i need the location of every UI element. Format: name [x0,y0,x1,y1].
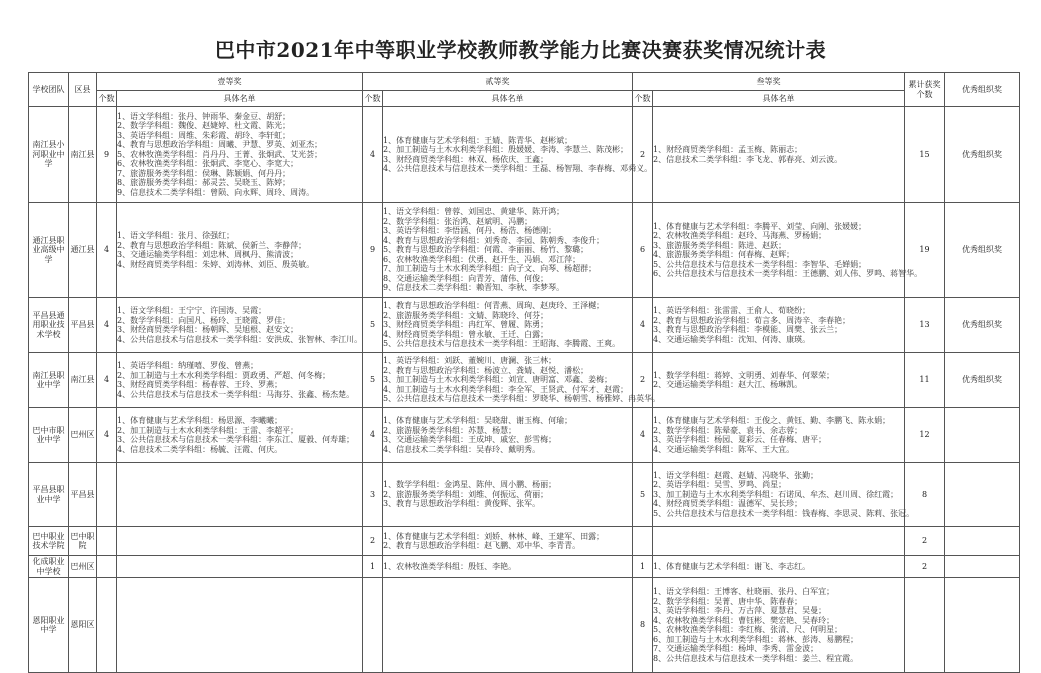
second-prize-list [383,556,633,578]
first-prize-list [117,408,363,463]
county-name: 南江县 [69,107,97,203]
second-prize-count: 1 [363,556,383,578]
third-prize-count: 8 [633,578,653,673]
second-prize-list [383,203,633,298]
first-prize-list [117,463,363,527]
list-item: 3、英语学科组：李悟涵、何丹、杨浩、杨德刚； [383,226,557,236]
list-item: 1、教育与思想政治学科组：何青燕、周珣、赵庚玲、王泽樾； [383,301,605,311]
table-row [29,463,1020,527]
county-name: 平昌县 [69,463,97,527]
list-item: 8、交通运输类学科组：向青芳、蒲伟、何俊； [383,273,549,283]
table-row [29,353,1020,408]
list-item: 3、旅游服务类学科组：陈进、赵跃； [653,240,787,250]
second-prize-count [363,578,383,673]
second-prize-list [383,578,633,673]
school-name: 通江县职业高级中学 [29,203,69,298]
header-third-count: 个数 [633,91,653,107]
list-item: 4、旅游服务类学科组：何春梅、赵辉； [653,250,795,259]
first-prize-list [117,556,363,578]
third-prize-list [653,353,905,408]
org-award [945,408,1020,463]
list-item: 3、加工制造与土木水利类学科组：石诺凤、牟杰、赵川周、徐红霞； [653,489,899,499]
table-row [29,298,1020,353]
list-item: 1、语文学科组：张月、徐强红； [117,231,235,240]
org-award: 优秀组织奖 [945,107,1020,203]
list-item: 4、公共信息技术与信息技术一类学科组：马海芬、张鑫、杨杰楚。 [117,389,355,399]
page-title: 巴中市2021年中等职业学校教师教学能力比赛决赛获奖情况统计表 [214,38,827,62]
list-item: 7、旅游服务类学科组：侯琳、陈颖娟、何丹丹； [117,168,291,178]
list-item: 1、数学学科组：金鸿星、陈仲、周小鹏、杨丽； [383,480,557,490]
list-item: 1、体育健康与艺术学科组：杨思源、李曦曦； [117,416,283,425]
list-item: 2、英语学科组：吴雪、罗鸣、尚星； [653,480,787,490]
third-prize-count: 2 [633,107,653,203]
list-item: 3、加工制造与土木水利类学科组：刘宣、唐明富、邓鑫、姜梅； [383,375,613,385]
list-item: 1、英语学科组：刘跃、董婉川、唐澜、张三林； [383,356,557,366]
list-item: 2、信息技术二类学科组：李飞龙、郭春亮、刘云波。 [653,154,843,164]
list-item: 8、公共信息技术与信息技术一类学科组：姜兰、程宜霞。 [653,653,859,663]
second-prize-list [383,298,633,353]
list-item: 3、交通运输类学科组：刘忠林、周枫丹、熊清波； [117,250,299,259]
table-row [29,527,1020,556]
list-item: 4、交通运输类学科组：沈知、何涛、康瑛。 [653,334,811,344]
list-item: 5、农林牧渔类学科组：李红梅、张清、尺、何明星； [653,625,843,634]
list-item: 1、语文学科组：曾蓉、刘国忠、黄建华、陈开鸿； [383,207,565,217]
list-item: 4、交通运输类学科组：陈军、王大宜。 [653,444,795,454]
list-item: 3、英语学科组：周维、朱彩霞、胡玲、李轩虹； [117,130,291,140]
first-prize-count [97,527,117,556]
school-name: 南江县职业中学 [29,353,69,408]
list-item: 1、体育健康与艺术学科组：王俊之、黄钰、勤、李鹏飞、陈永娟； [653,416,891,425]
list-item: 7、加工制造与土木水利类学科组：向子文、向琴、杨超群； [383,264,597,274]
org-award [945,527,1020,556]
award-table [28,72,1020,673]
list-item: 4、公共信息技术与信息技术一类学科组：安洪成、张智林、李江川。 [117,334,363,344]
list-item: 2、数学学科组：张治鸿、赵斌明、冯鹏； [383,216,533,226]
total-awards: 12 [905,408,945,463]
list-item: 1、英语学科组：张雷雷、王俞人、荀晓纷； [653,306,811,315]
second-prize-count: 4 [363,107,383,203]
total-awards: 2 [905,556,945,578]
table-row [29,203,1020,298]
list-item: 6、农林牧渔类学科组：伏勇、赵开生、冯娟、邓江萍； [383,254,581,264]
third-prize-count: 4 [633,408,653,463]
list-item: 2、加工制造与土木水利类学科组：贾政勇、严超、何冬梅； [117,370,331,380]
second-prize-list [383,463,633,527]
list-item: 6、农林牧渔类学科组：张炯武、李宽心、李宽大； [117,159,299,169]
list-item: 4、教育与思想政治学科组：刘秀奇、李园、陈朝秀、李俊升； [383,235,605,245]
list-item: 6、公共信息技术与信息技术一类学科组：王德鹏、刘人伟、罗鸣、蒋智华。 [653,269,923,278]
first-prize-list [117,578,363,673]
third-prize-list [653,107,905,203]
list-item: 3、财经商贸类学科组：冉红军、曾履、陈勇； [383,320,549,330]
first-prize-count: 4 [97,408,117,463]
list-item: 4、财经商贸类学科组：曾永敏、王迁、白露； [383,329,549,339]
list-item: 1、语文学科组：张丹、钟雨华、秦金豆、胡舒； [117,111,291,121]
school-name: 南江县小河职业中学 [29,107,69,203]
list-item: 2、旅游服务类学科组：苏慧、杨慧； [383,425,517,435]
list-item: 2、加工制造与土木水利类学科组：王雷、李超平； [117,425,299,435]
third-prize-count: 6 [633,203,653,298]
header-second-detail: 具体名单 [383,91,633,107]
first-prize-list [117,527,363,556]
header-team: 学校团队 [29,73,69,107]
list-item: 2、数学学科组：魏俊、赵婕婷、杜文霞、陈光； [117,121,291,131]
list-item: 3、英语学科组：李丹、万古萍、夏慧君、吴曼； [653,606,827,615]
list-item: 3、交通运输类学科组：王成坤、戚宏、彭雪梅； [383,435,557,444]
list-item: 2、教育与思想政治学科组：陈斌、侯新兰、李静萍； [117,240,307,250]
first-prize-count: 9 [97,107,117,203]
header-county: 区县 [69,73,97,107]
list-item: 3、教育与思想政治学科组：李模能、周樊、张云兰； [653,325,843,334]
county-name: 平昌县 [69,298,97,353]
list-item: 4、农林牧渔类学科组：曹钰彬、樊宏艳、吴春玲； [653,615,835,625]
second-prize-count: 3 [363,463,383,527]
second-prize-count: 5 [363,353,383,408]
school-name: 巴中职业技术学院 [29,527,69,556]
list-item: 2、交通运输类学科组：赵大江、杨琳凯。 [653,380,803,389]
table-row [29,408,1020,463]
first-prize-count: 4 [97,298,117,353]
list-item: 1、数学学科组：蒋婷、文明勇、刘春华、何翠荣； [653,370,835,380]
list-item: 6、加工制造与土木水利类学科组：蒋林、彭涛、易鹏程； [653,634,859,644]
header-first-prize: 壹等奖 [97,73,363,91]
first-prize-list [117,298,363,353]
total-awards: 15 [905,107,945,203]
header-total: 累计获奖个数 [905,73,945,107]
list-item: 9、信息技术二类学科组：赖晋知、李秋、李梦琴。 [383,283,565,293]
org-award: 优秀组织奖 [945,203,1020,298]
school-name: 平昌县通用职业技术学校 [29,298,69,353]
list-item: 1、体育健康与艺术学科组：刘娇、林林、峰、王建军、田露； [383,531,605,541]
second-prize-list [383,107,653,203]
list-item: 2、农林牧渔类学科组：赵玲、马海燕、罗杨娟； [653,231,827,240]
list-item: 1、体育健康与艺术学科组：王婧、陈青华、赵彬斌； [383,135,573,145]
total-awards: 11 [905,353,945,408]
list-item: 4、信息技术二类学科组：杨毓、汪霞、何庆。 [117,444,283,454]
list-item: 7、交通运输类学科组：杨坤、李秀、雷金波； [653,644,819,653]
first-prize-count [97,463,117,527]
third-prize-list [653,203,923,298]
list-item: 5、公共信息技术与信息技术一类学科组：王昭海、李腾霞、王爽。 [383,339,621,349]
org-award: 优秀组织奖 [945,298,1020,353]
county-name: 恩阳区 [69,578,97,673]
second-prize-count: 2 [363,527,383,556]
list-item: 8、旅游服务类学科组：郝灵芸、吴晓玉、陈婷； [117,178,291,188]
school-name: 化成职业中学校 [29,556,69,578]
list-item: 3、财经商贸类学科组：杨春蓉、王玲、罗燕； [117,380,283,389]
list-item: 3、财经商贸类学科组：杨朝晖、吴旭根、赵安文； [117,325,299,334]
list-item: 4、公共信息技术与信息技术一类学科组：王磊、杨智翔、李春梅、邓舜义。 [383,164,653,173]
third-prize-list [653,463,915,527]
list-item: 2、教育与思想政治学科组：荀言多、周涛辛、李春艳； [653,315,851,325]
org-award [945,556,1020,578]
third-prize-list [653,298,905,353]
list-item: 2、数学学科组：向国凡、杨玲、王晓霞、罗佳； [117,315,291,325]
list-item: 3、英语学科组：杨园、夏彩云、任春梅、唐平； [653,435,827,444]
list-item: 5、教育与思想政治学科组：何霞、李丽丽、杨竹、黎璐； [383,245,589,255]
total-awards: 8 [905,463,945,527]
school-name: 恩阳职业中学 [29,578,69,673]
list-item: 1、农林牧渔类学科组：殷钰、李艳。 [383,561,517,571]
third-prize-list [653,578,905,673]
table-body [29,107,1020,673]
third-prize-count: 2 [633,353,653,408]
list-item: 5、农林牧渔类学科组：肖丹丹、王菁、张炯武、艾光荟； [117,149,323,159]
header-third-detail: 具体名单 [653,91,905,107]
list-item: 1、语文学科组：王博客、杜晓丽、张丹、白军宜； [653,587,835,596]
first-prize-count: 4 [97,203,117,298]
list-item: 1、语文学科组：王宁宁、许国涛、吴霞； [117,306,267,315]
list-item: 4、加工制造与土木水利类学科组：李全军、王贤武、付军才、赵霞； [383,384,629,394]
list-item: 2、旅游服务类学科组：刘维、何振远、荷丽； [383,489,549,499]
third-prize-count: 5 [633,463,653,527]
third-prize-list [653,556,905,578]
second-prize-list [383,527,633,556]
first-prize-list [117,107,363,203]
total-awards: 13 [905,298,945,353]
list-item: 1、财经商贸类学科组：孟玉梅、陈丽志； [653,145,803,154]
first-prize-count [97,556,117,578]
county-name: 巴州区 [69,556,97,578]
org-award [945,463,1020,527]
header-org-award: 优秀组织奖 [945,73,1020,107]
list-item: 1、体育健康与艺术学科组：吴晓甜、谢玉梅、何瑜； [383,416,573,425]
header-third-prize: 叁等奖 [633,73,905,91]
list-item: 4、财经商贸类学科组：朱婷、刘涛林、刘臣、殷英敏。 [117,259,315,269]
third-prize-count [633,527,653,556]
list-item: 1、语文学科组：赵霞、赵婧、冯晓华、张勤； [653,470,819,480]
first-prize-count [97,578,117,673]
total-awards: 2 [905,527,945,556]
list-item: 4、财经商贸类学科组：温德军、吴长珍； [653,499,803,509]
header-first-detail: 具体名单 [117,91,363,107]
second-prize-list [383,353,661,408]
list-item: 4、信息技术二类学科组：吴春玲、戴明秀。 [383,444,541,454]
second-prize-count: 9 [363,203,383,298]
list-item: 2、数学学科组：陈晕豪、袁书、余志蓉； [653,425,803,435]
header-first-count: 个数 [97,91,117,107]
list-item: 5、公共信息技术与信息技术一类学科组：钱春梅、李思灵、陈莉、张冠。 [653,508,915,518]
list-item: 2、加工制造与土木水利类学科组：殷媛媛、李涛、李慧兰、陈茂彬； [383,145,629,154]
total-awards [905,578,945,673]
third-prize-count: 1 [633,556,653,578]
county-name: 巴州区 [69,408,97,463]
first-prize-list [117,203,363,298]
list-item: 1、体育健康与艺术学科组：李腾平、刘莹、向刚、张媛媛； [653,221,867,231]
list-item: 3、财经商贸类学科组：林双、杨依庆、王鑫； [383,154,549,164]
second-prize-count: 5 [363,298,383,353]
list-item: 1、英语学科组：纳瑾嘻、罗俊、曾燕； [117,361,259,370]
second-prize-list [383,408,633,463]
table-row [29,578,1020,673]
list-item: 2、旅游服务类学科组：文婧、陈晓玲、何芬； [383,310,549,320]
list-item: 3、公共信息技术与信息技术一类学科组：李东江、厦毅、何寿雄； [117,435,355,444]
header-second-count: 个数 [363,91,383,107]
list-item: 9、信息技术二类学科组：曾陨、向永辉、周玲、周涛。 [117,187,315,197]
list-item: 5、公共信息技术与信息技术一类学科组：罗晓华、杨朝雪、杨雅婷、冉英华。 [383,394,661,404]
org-award: 优秀组织奖 [945,353,1020,408]
third-prize-list [653,527,905,556]
list-item: 2、教育与思想政治学科组：赵飞鹏、邓中华、李青青。 [383,541,581,550]
third-prize-count: 4 [633,298,653,353]
first-prize-list [117,353,363,408]
third-prize-list [653,408,905,463]
table-row [29,556,1020,578]
county-name: 通江县 [69,203,97,298]
table-row [29,107,1020,203]
list-item: 5、公共信息技术与信息技术一类学科组：李智华、毛婵娟； [653,259,867,269]
first-prize-count: 4 [97,353,117,408]
list-item: 3、教育与思想政治学科组：黄俊辉、张军。 [383,499,541,509]
second-prize-count: 4 [363,408,383,463]
list-item: 1、体育健康与艺术学科组：谢飞、李志红。 [653,561,811,571]
list-item: 4、教育与思想政治学科组：周曦、尹慧、罗英、刘亚杰； [117,140,323,150]
list-item: 2、教育与思想政治学科组：杨波立、龚婧、赵悦、潘松； [383,365,589,375]
org-award [945,578,1020,673]
list-item: 2、数学学科组：吴菁、唐中华、陈春春； [653,596,803,606]
school-name: 巴中市职业中学 [29,408,69,463]
county-name: 巴中职院 [69,527,97,556]
county-name: 南江县 [69,353,97,408]
school-name: 平昌县职业中学 [29,463,69,527]
header-second-prize: 贰等奖 [363,73,633,91]
total-awards: 19 [905,203,945,298]
